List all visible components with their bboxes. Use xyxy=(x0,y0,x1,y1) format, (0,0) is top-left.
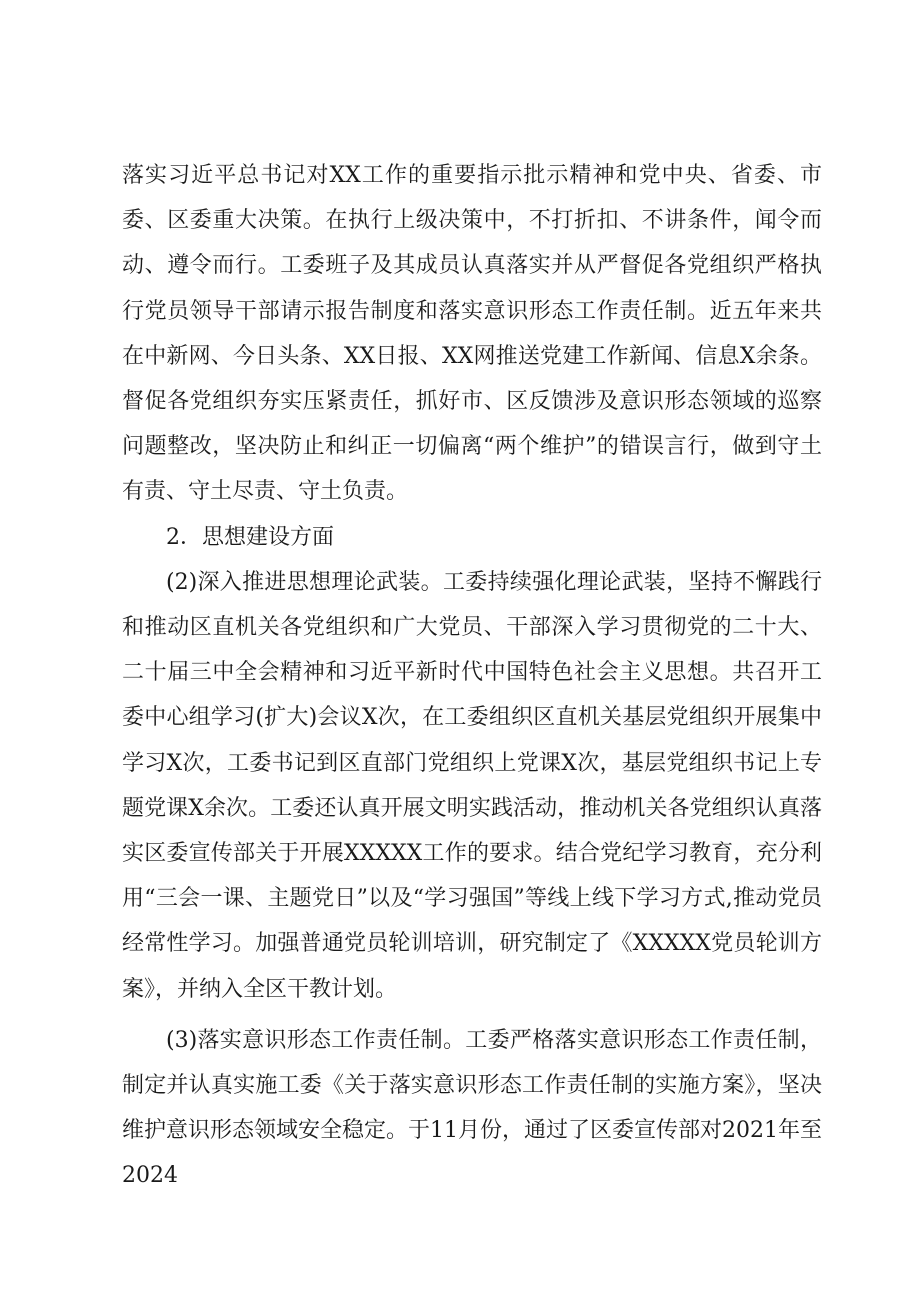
document-body xyxy=(122,153,822,1199)
paragraph-continued: 落实习近平总书记对XX工作的重要指示批示精神和党中央、省委、市委、区委重大决策。在执行上级决策中，不打折扣、不讲条件，闻令而动、遵令而行。工委班子及其成员认真落实并从严督促各党组织严格执行党员领导干部请示报告制度和落实意识形态工作责任制。近五年来共在中新网、今日头条、XX日报、XX网推送党建工作新闻、信息X余条。督促各党组织夯实压紧责任，抓好市、区反馈涉及意识形态领域的巡察问题整改，坚决防止和纠正一切偏离“两个维护”的错误言行，做到守土有责、守土尽责、守土负责。 xyxy=(122,163,822,505)
section-heading: 2．思想建设方面 xyxy=(166,524,334,550)
paragraph-ideology-responsibility: (3)落实意识形态工作责任制。工委严格落实意识形态工作责任制，制定并认真实施工委《关于落实意识形态工作责任制的实施方案》，坚决维护意识形态领域安全稳定。于11月份，通过了区委宣传部对2021年至2024 xyxy=(122,1027,822,1189)
paragraph-theory-study: (2)深入推进思想理论武装。工委持续强化理论武装，坚持不懈践行和推动区直机关各党组织和广大党员、干部深入学习贯彻党的二十大、二十届三中全会精神和习近平新时代中国特色社会主义思想。共召开工委中心组学习(扩大)会议X次，在工委组织区直机关基层党组织开展集中学习X次，工委书记到区直部门党组织上党课X次，基层党组织书记上专题党课X余次。工委还认真开展文明实践活动，推动机关各党组织认真落实区委宣传部关于开展XXXXX工作的要求。结合党纪学习教育，充分利用“三会一课、主题党日”以及“学习强国”等线上线下学习方式,推动党员经常性学习。加强普通党员轮训培训，研究制定了《XXXXX党员轮训方案》，并纳入全区干教计划。 xyxy=(122,569,822,1002)
